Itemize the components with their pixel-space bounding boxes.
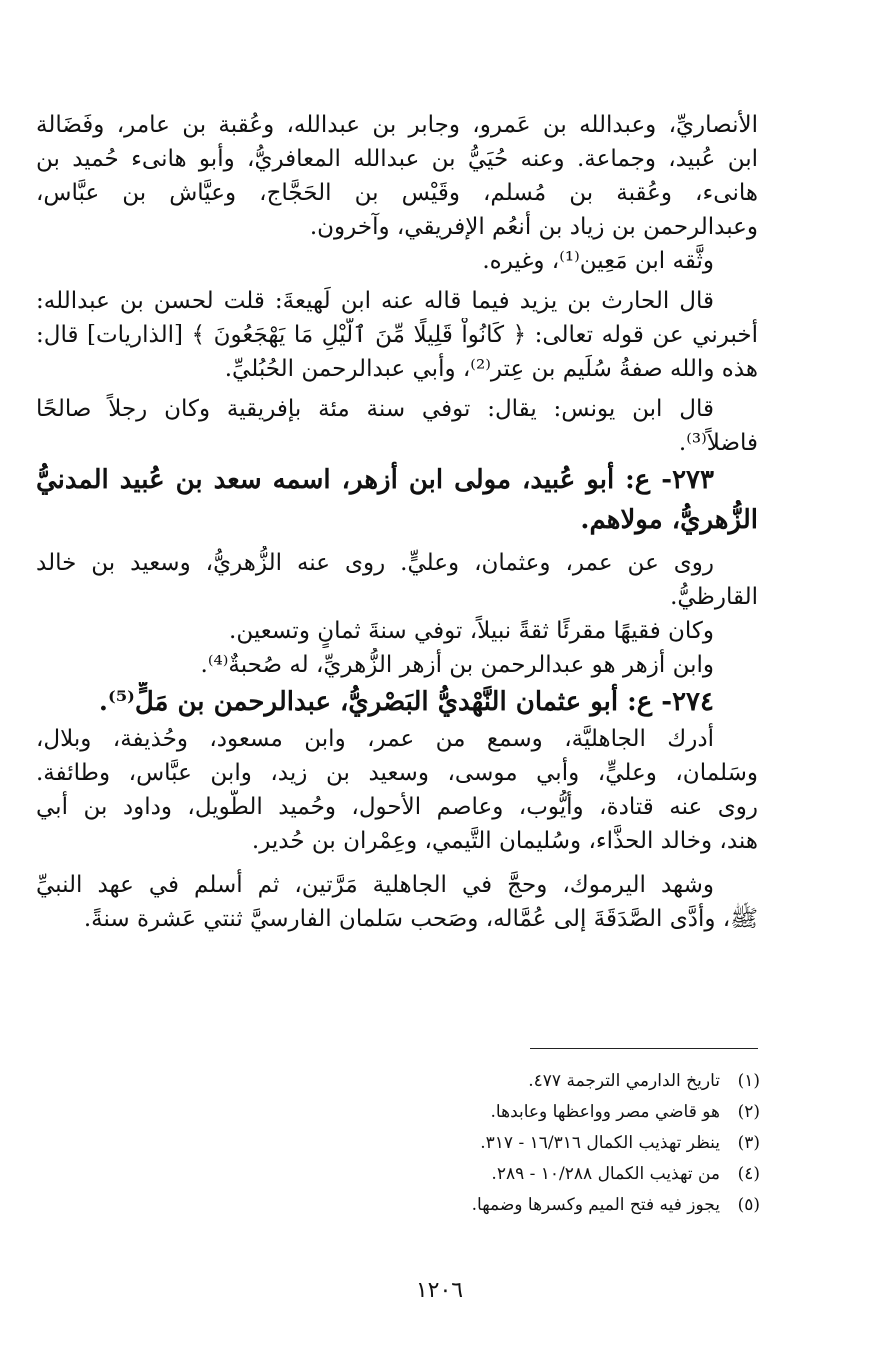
paragraph-ibn-azhar bbox=[36, 648, 758, 682]
paragraph-tawthiq bbox=[36, 244, 758, 278]
text-line: القارظيُّ. bbox=[670, 584, 758, 610]
entry-heading-273 bbox=[36, 460, 758, 540]
footnote-number: (٢) bbox=[737, 1102, 760, 1122]
text-line: وسَلمان، وعليٍّ، وأبي موسى، وسعيد بن زيد، وابن عبَّاس، وطائفة. bbox=[36, 760, 758, 786]
text-line: فاضلاً⁽³⁾. bbox=[678, 430, 758, 456]
footnote bbox=[300, 1190, 760, 1221]
paragraph-biography-continued bbox=[36, 108, 758, 244]
paragraph-narrators-274 bbox=[36, 722, 758, 858]
text-line: وشهد اليرموك، وحجَّ في الجاهلية مَرَّتين، ثم أسلم في عهد النبيِّ bbox=[36, 872, 714, 898]
text-line: وابن أزهر هو عبدالرحمن بن أزهر الزُّهريِّ، له صُحبةٌ⁽⁴⁾. bbox=[200, 652, 714, 678]
paragraph-yarmouk bbox=[36, 868, 758, 936]
footnote-number: (١) bbox=[737, 1071, 760, 1091]
heading-line: ٢٧٤- ع: أبو عثمان النَّهْديُّ البَصْريُّ، عبدالرحمن بن مَلٍّ⁽⁵⁾. bbox=[98, 687, 714, 717]
footnote-text: من تهذيب الكمال ١٠/٢٨٨ - ٢٨٩. bbox=[491, 1164, 720, 1184]
text-line: وعبدالرحمن بن زياد بن أنعُم الإفريقي، وآخرون. bbox=[309, 214, 758, 240]
text-line: وكان فقيهًا مقرئًا ثقةً نبيلاً، توفي سنةَ ثمانٍ وتسعين. bbox=[229, 618, 714, 644]
paragraph-harith-quote bbox=[36, 284, 758, 386]
text-line: قال الحارث بن يزيد فيما قاله عنه ابن لَهيعةَ: قلت لحسن بن عبدالله: bbox=[36, 288, 714, 314]
text-line: قال ابن يونس: يقال: توفي سنة مئة بإفريقية وكان رجلاً صالحًا bbox=[36, 396, 714, 422]
page-number: ١٢٠٦ bbox=[415, 1278, 464, 1303]
paragraph-death-273 bbox=[36, 614, 758, 648]
footnotes bbox=[300, 1066, 760, 1221]
text-line: هند، وخالد الحذَّاء، وسُليمان التَّيمي، وعِمْران بن حُدير. bbox=[251, 828, 758, 854]
main-text bbox=[36, 108, 758, 936]
text-line: روى عن عمر، وعثمان، وعليٍّ. روى عنه الزُّهريُّ، وسعيد بن خالد bbox=[36, 550, 714, 576]
text-line: أدرك الجاهليَّة، وسمع من عمر، وابن مسعود، وحُذيفة، وبلال، bbox=[36, 726, 714, 752]
footnote-number: (٤) bbox=[737, 1164, 760, 1184]
footnote-text: يجوز فيه فتح الميم وكسرها وضمها. bbox=[471, 1195, 720, 1215]
footnote bbox=[300, 1066, 760, 1097]
footnote-separator bbox=[530, 1048, 758, 1049]
text-line: وثَّقه ابن مَعِين⁽¹⁾، وغيره. bbox=[482, 248, 714, 274]
footnote bbox=[300, 1159, 760, 1190]
footnote bbox=[300, 1128, 760, 1159]
text-line: الأنصاريِّ، وعبدالله بن عَمرو، وجابر بن عبدالله، وعُقبة بن عامر، وفَضَالة bbox=[36, 112, 758, 138]
footnote bbox=[300, 1097, 760, 1128]
footnote-text: تاريخ الدارمي الترجمة ٤٧٧. bbox=[528, 1071, 720, 1091]
text-line: ابن عُبيد، وجماعة. وعنه حُيَيُّ بن عبدالله المعافريُّ، وأبو هانىء حُميد بن bbox=[36, 146, 758, 172]
paragraph-ibn-yunus bbox=[36, 392, 758, 460]
heading-line: الزُّهريُّ، مولاهم. bbox=[580, 505, 758, 535]
footnote-text: ينظر تهذيب الكمال ١٦/٣١٦ - ٣١٧. bbox=[480, 1133, 720, 1153]
text-line: هانىء، وعُقبة بن مُسلم، وقَيْس بن الحَجَّاج، وعيَّاش بن عبَّاس، bbox=[36, 180, 758, 206]
text-line: هذه والله صفةُ سُلَيم بن عِتر⁽²⁾، وأبي عبدالرحمن الحُبُليِّ. bbox=[224, 356, 758, 382]
entry-heading-274 bbox=[36, 682, 758, 722]
heading-line: ٢٧٣- ع: أبو عُبيد، مولى ابن أزهر، اسمه سعد بن عُبيد المدنيُّ bbox=[36, 465, 714, 495]
text-line: أخبرني عن قوله تعالى: ﴿ كَانُواْ قَلِيلًا مِّنَ ٱلَّيْلِ مَا يَهْجَعُونَ ﴾ [الذاريات] قال: bbox=[36, 322, 758, 348]
text-line: روى عنه قتادة، وأيُّوب، وعاصم الأحول، وحُميد الطَّويل، وداود بن أبي bbox=[36, 794, 758, 820]
paragraph-narrators-273 bbox=[36, 546, 758, 614]
footnote-number: (٥) bbox=[737, 1195, 760, 1215]
text-line: ﷺ، وأدَّى الصَّدَقَةَ إلى عُمَّاله، وصَحب سَلمان الفارسيَّ ثنتي عَشرة سنةً. bbox=[83, 906, 758, 932]
footnote-number: (٣) bbox=[737, 1133, 760, 1153]
footnote-text: هو قاضي مصر وواعظها وعابدها. bbox=[490, 1102, 720, 1122]
